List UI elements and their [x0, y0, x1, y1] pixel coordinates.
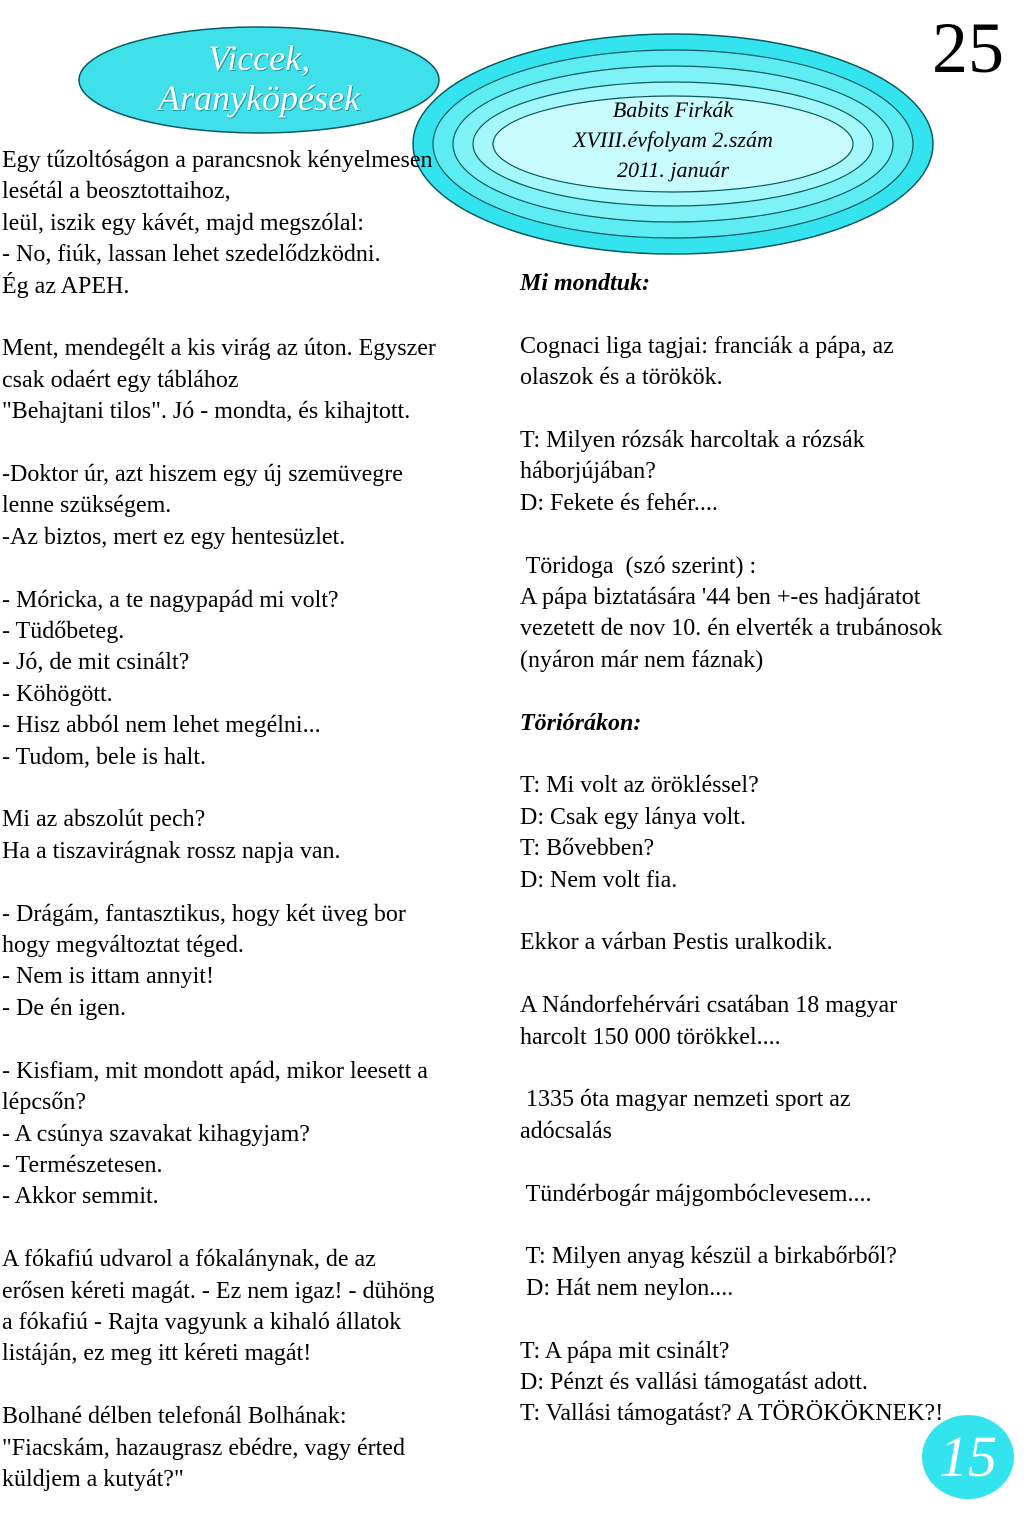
quote-line: Tündérbogár májgombóclevesem....	[520, 1180, 872, 1207]
quote-line: T: Bővebben?	[520, 835, 655, 862]
quote	[520, 990, 1025, 1053]
joke-line: leül, iszik egy kávét, majd megszólal:	[2, 209, 364, 236]
quote	[520, 551, 1025, 677]
quote	[520, 1336, 1025, 1430]
joke-line: - Jó, de mit csinált?	[2, 649, 190, 676]
masthead-volume: XVIII.évfolyam 2.szám	[573, 127, 773, 152]
joke-line: Bolhané délben telefonál Bolhának:	[2, 1403, 347, 1430]
joke-line: a fókafiú - Rajta vagyunk a kihaló állatok	[2, 1308, 402, 1335]
joke-line: - De én igen.	[2, 994, 126, 1021]
joke	[2, 1056, 507, 1213]
quote-line: D: Fekete és fehér....	[520, 489, 718, 516]
joke-line: lépcsőn?	[2, 1089, 86, 1116]
quote-line: D: Nem volt fia.	[520, 866, 678, 893]
joke	[2, 804, 507, 867]
joke-line: Mi az abszolút pech?	[2, 806, 206, 833]
joke-line: Ég az APEH.	[2, 272, 130, 299]
quote-line: T: Mi volt az örökléssel?	[520, 772, 759, 799]
quote-line: A Nándorfehérvári csatában 18 magyar	[520, 992, 898, 1019]
joke-line: Egy tűzoltóságon a parancsnok kényelmesen	[2, 147, 433, 173]
masthead	[533, 95, 813, 185]
joke	[2, 459, 507, 553]
quote-line: olaszok és a törökök.	[520, 364, 723, 391]
joke-line: - No, fiúk, lassan lehet szedelődzködni.	[2, 241, 381, 268]
joke	[2, 333, 507, 427]
joke-line: "Fiacskám, hazaugrasz ebédre, vagy érted	[2, 1434, 405, 1461]
left-column	[2, 145, 507, 1527]
section-title-line2: Aranyköpések	[158, 78, 360, 118]
joke	[2, 585, 507, 773]
joke-line: hogy megváltoztat téged.	[2, 932, 244, 959]
masthead-date: 2011. január	[616, 157, 730, 182]
joke-line: küldjem a kutyát?"	[2, 1465, 184, 1492]
joke-line: - Természetesen.	[2, 1151, 163, 1178]
joke-line: - Tüdőbeteg.	[2, 618, 125, 645]
quote	[520, 927, 1025, 958]
quote-line: Töridoga (szó szerint) :	[520, 552, 757, 579]
joke	[2, 1244, 507, 1370]
joke-line: -Doktor úr, azt hiszem egy új szemüvegre	[2, 461, 403, 488]
section-title-line1: Viccek,	[207, 38, 311, 78]
joke-line: "Behajtani tilos". Jó - mondta, és kihajtott.	[2, 398, 411, 425]
joke-line: - Nem is ittam annyit!	[2, 963, 214, 990]
issue-number: 25	[932, 8, 1004, 88]
joke-line: -Az biztos, mert ez egy hentesüzlet.	[2, 523, 346, 550]
joke-line: lenne szükségem.	[2, 492, 172, 519]
quote-line: A pápa biztatására '44 ben +-es hadjáratot	[520, 584, 921, 611]
quote-line: T: Vallási támogatást? A TÖRÖKÖKNEK?!	[520, 1400, 944, 1427]
joke-line: - Kisfiam, mit mondott apád, mikor leesett a	[2, 1057, 428, 1084]
quote	[520, 1084, 1025, 1147]
quote-line: (nyáron már nem fáznak)	[520, 646, 764, 673]
quote-line: T: Milyen anyag készül a birkabőrből?	[520, 1243, 897, 1270]
quote-line: T: Milyen rózsák harcoltak a rózsák	[520, 427, 865, 453]
joke-line: - A csúnya szavakat kihagyjam?	[2, 1120, 310, 1147]
quote-line: D: Csak egy lánya volt.	[520, 803, 746, 830]
right-column	[520, 268, 1025, 1461]
joke	[2, 1401, 507, 1495]
joke-line: Ha a tiszavirágnak rossz napja van.	[2, 837, 341, 864]
quote-line: D: Pénzt és vallási támogatást adott.	[520, 1369, 868, 1396]
quote	[520, 1241, 1025, 1304]
quote-line: Cognaci liga tagjai: franciák a pápa, az	[520, 332, 894, 359]
quote-line: harcolt 150 000 törökkel....	[520, 1023, 781, 1050]
page-number: 15	[939, 1424, 997, 1489]
joke-line: - Móricka, a te nagypapád mi volt?	[2, 586, 339, 613]
heading-toriorakon: Töriórákon:	[520, 709, 642, 736]
joke-line: lesétál a beosztottaihoz,	[2, 178, 231, 205]
joke-line: csak odaért egy táblához	[2, 366, 239, 393]
joke-line: - Köhögött.	[2, 680, 113, 707]
joke-line: Ment, mendegélt a kis virág az úton. Egyszer	[2, 335, 436, 362]
joke-line: - Drágám, fantasztikus, hogy két üveg bor	[2, 900, 406, 927]
joke-line: - Hisz abból nem lehet megélni...	[2, 712, 321, 739]
joke-line: A fókafiú udvarol a fókalánynak, de az	[2, 1246, 376, 1273]
joke-line: - Akkor semmit.	[2, 1183, 159, 1210]
quote-line: T: A pápa mit csinált?	[520, 1337, 730, 1364]
joke-line: listáján, ez meg itt kéreti magát!	[2, 1340, 312, 1367]
joke	[2, 899, 507, 1025]
joke	[2, 145, 507, 302]
joke-line: - Tudom, bele is halt.	[2, 743, 207, 770]
quote-line: 1335 óta magyar nemzeti sport az	[520, 1086, 851, 1113]
quote	[520, 770, 1025, 896]
heading-mi-mondtuk: Mi mondtuk:	[520, 270, 651, 296]
quote-line: adócsalás	[520, 1117, 612, 1144]
quote-line: D: Hát nem neylon....	[520, 1274, 734, 1301]
quote	[520, 1179, 1025, 1210]
joke-line: erősen kéreti magát. - Ez nem igaz! - dühöng	[2, 1277, 435, 1304]
section-title	[79, 38, 439, 118]
quote-line: vezetett de nov 10. én elverték a trubánosok	[520, 615, 943, 642]
quote	[520, 425, 1025, 519]
quote	[520, 331, 1025, 394]
masthead-publication: Babits Firkák	[612, 97, 734, 122]
quote-line: Ekkor a várban Pestis uralkodik.	[520, 929, 833, 956]
quote-line: háborjújában?	[520, 458, 656, 485]
